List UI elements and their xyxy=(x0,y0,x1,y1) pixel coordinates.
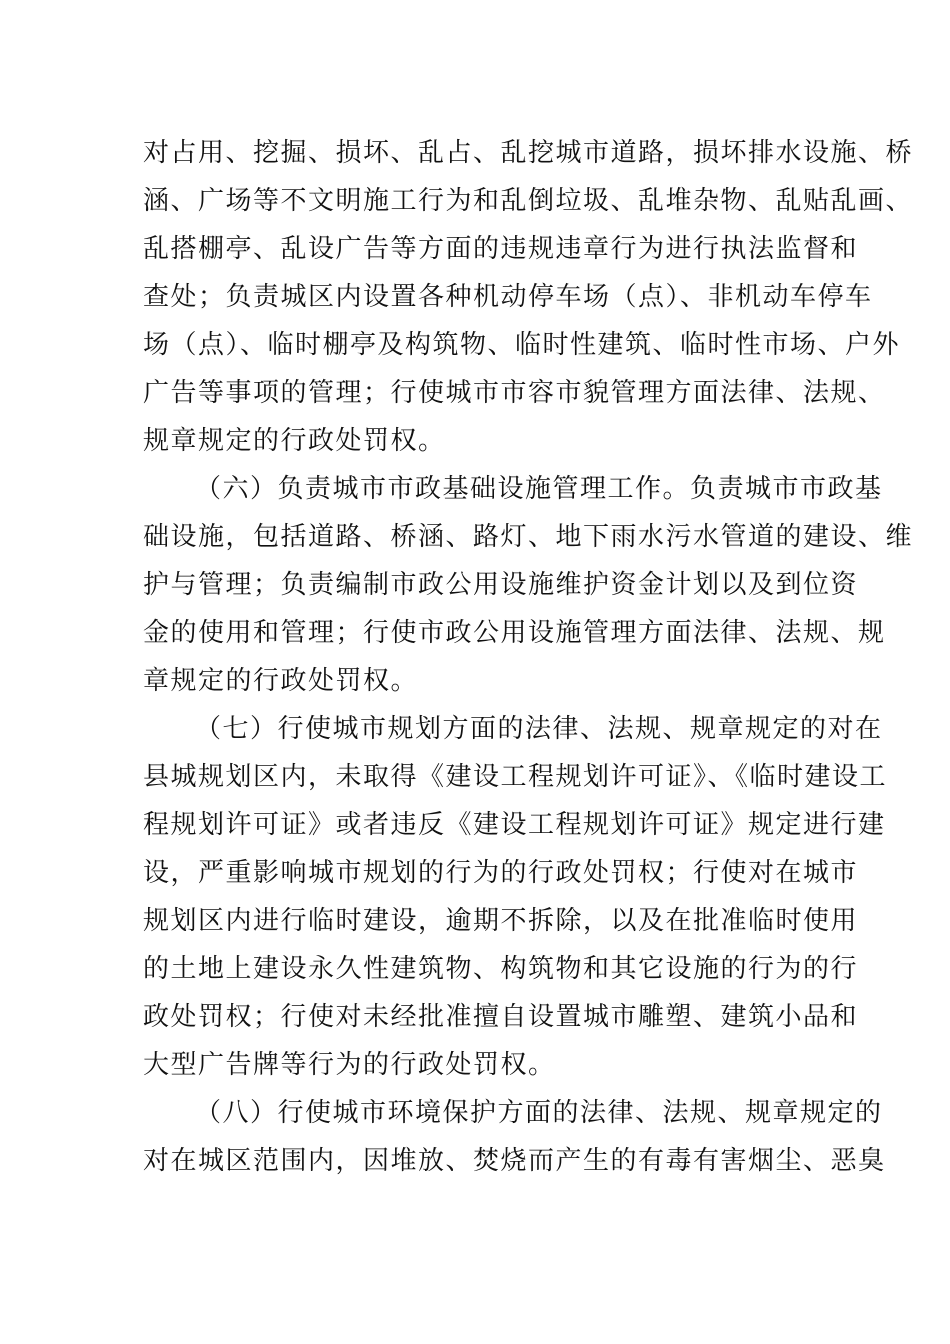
text-line: 广告等事项的管理；行使城市市容市貌管理方面法律、法规、 xyxy=(143,378,886,408)
text-line: 规章规定的行政处罚权。 xyxy=(143,426,446,456)
text-line: 章规定的行政处罚权。 xyxy=(143,666,419,696)
text-line: 对在城区范围内，因堆放、焚烧而产生的有毒有害烟尘、恶臭 xyxy=(143,1146,886,1176)
text-line: 的土地上建设永久性建筑物、构筑物和其它设施的行为的行 xyxy=(143,954,859,984)
paragraph-start-line: （八）行使城市环境保护方面的法律、法规、规章规定的 xyxy=(195,1098,883,1128)
text-line: 金的使用和管理；行使市政公用设施管理方面法律、法规、规 xyxy=(143,618,886,648)
text-line: 设，严重影响城市规划的行为的行政处罚权；行使对在城市 xyxy=(143,858,859,888)
text-line: 对占用、挖掘、损坏、乱占、乱挖城市道路，损坏排水设施、桥 xyxy=(143,138,914,168)
text-line: 政处罚权；行使对未经批准擅自设置城市雕塑、建筑小品和 xyxy=(143,1002,859,1032)
text-line: 查处；负责城区内设置各种机动停车场（点）、非机动车停车 xyxy=(143,282,873,312)
text-line: 础设施，包括道路、桥涵、路灯、地下雨水污水管道的建设、维 xyxy=(143,522,914,552)
text-line: 程规划许可证》或者违反《建设工程规划许可证》规定进行建 xyxy=(143,810,886,840)
text-line: 涵、广场等不文明施工行为和乱倒垃圾、乱堆杂物、乱贴乱画、 xyxy=(143,186,914,216)
text-line: 大型广告牌等行为的行政处罚权。 xyxy=(143,1050,556,1080)
text-line: 场（点）、临时棚亭及构筑物、临时性建筑、临时性市场、户外 xyxy=(143,330,901,360)
text-line: 县城规划区内，未取得《建设工程规划许可证》、《临时建设工 xyxy=(143,762,888,792)
paragraph-start-line: （七）行使城市规划方面的法律、法规、规章规定的对在 xyxy=(195,714,883,744)
text-line: 乱搭棚亭、乱设广告等方面的违规违章行为进行执法监督和 xyxy=(143,234,859,264)
text-line: 护与管理；负责编制市政公用设施维护资金计划以及到位资 xyxy=(143,570,859,600)
paragraph-start-line: （六）负责城市市政基础设施管理工作。负责城市市政基 xyxy=(195,474,883,504)
text-line: 规划区内进行临时建设，逾期不拆除，以及在批准临时使用 xyxy=(143,906,859,936)
